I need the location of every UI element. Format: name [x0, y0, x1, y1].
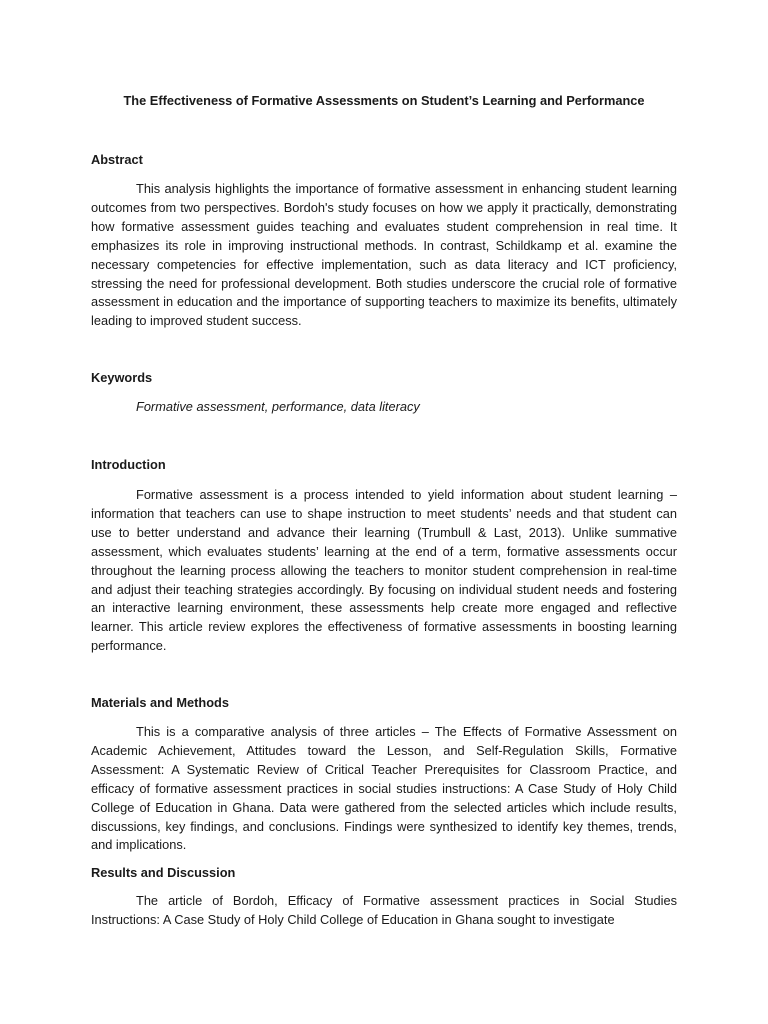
document-title: The Effectiveness of Formative Assessments on Student’s Learning and Performance — [123, 93, 645, 108]
results-paragraph: The article of Bordoh, Efficacy of Formative assessment practices in Social Studies Instructions: A Case Study of Holy Child College of Education in Ghana sought to investigate — [91, 893, 677, 927]
introduction-paragraph: Formative assessment is a process intended to yield information about student learning – information that teachers can use to shape instruction to meet students’ needs and that student can use to better understand and advance their learning (Trumbull & Last, 2013). Unlike summative assessment, which evaluates students’ learning at the end of a term, formative assessments occur throughout the learning process allowing the teachers to monitor student comprehension in real-time and adjust their teaching strategies accordingly. By focusing on individual student needs and fostering an interactive learning environment, these assessments help create more engaged and reflective learner. This article review explores the effectiveness of formative assessments in boosting learning performance. — [91, 487, 677, 654]
results-heading: Results and Discussion — [91, 865, 236, 880]
keywords-list: Formative assessment, performance, data literacy — [136, 399, 420, 414]
keywords-heading: Keywords — [91, 370, 153, 385]
abstract-heading: Abstract — [91, 152, 143, 167]
methods-heading: Materials and Methods — [91, 695, 229, 710]
methods-paragraph: This is a comparative analysis of three articles – The Effects of Formative Assessment on Academic Achievement, Attitudes toward the Lesson, and Self-Regulation Skills, Formative Assessment: A Systematic Review of Critical Teacher Prerequisites for Classroom Practice, and efficacy of formative assessment practices in social studies instructions: A Case Study of Holy Child College of Education in Ghana. Data were gathered from the selected articles which include results, discussions, key findings, and conclusions. Findings were synthesized to identify key themes, trends, and implications. — [91, 724, 677, 853]
abstract-paragraph: This analysis highlights the importance of formative assessment in enhancing student learning outcomes from two perspectives. Bordoh's study focuses on how we apply it practically, demonstrating how formative assessment guides teaching and evaluates student comprehension in real time. It emphasizes its role in improving instructional methods. In contrast, Schildkamp et al. examine the necessary competencies for effective implementation, such as data literacy and ICT proficiency, stressing the need for professional development. Both studies underscore the crucial role of formative assessment in education and the importance of supporting teachers to maximize its benefits, ultimately leading to improved student success. — [91, 181, 677, 329]
introduction-heading: Introduction — [91, 457, 166, 472]
